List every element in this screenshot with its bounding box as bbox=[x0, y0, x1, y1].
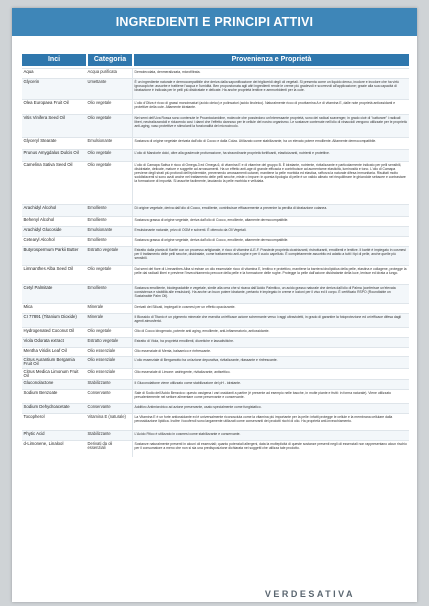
inci-cell: Tocopherol bbox=[23, 414, 45, 419]
inci-cell: Hydrogenated Coconut Oil bbox=[23, 328, 75, 333]
provenienza-cell: Nei semi dell'Uva Rossa sono contenute le Proantocianidine, molecole che possiedono un'interessante proprietà, sono dei radical scavenger, in grado cioè di "catturare" i radicali liberi, neutralizzandoli e riducendo così i danni che l'effetto dannoso per le cellule del nostro organismo. Le sostanze contenute nell'olio di vinaccioli vengono utilizzate per le proprietà anti-aging, vaso protettive e stimolanti la funzionalità del microcircolo. bbox=[132, 115, 409, 137]
table-row bbox=[22, 236, 409, 246]
provenienza-cell: Estratto dalla pianta di Karité con un processo artigianale, è ricco di vitamine A-E-F. Possiede proprietà cicatrizzanti, ristrutturanti, emollienti e lenitive. Il karité è impiegato in cosmesi per il trattamento delle pelli secche, disidratate, come trattamento anti-rughe e per il cuoio capelluto. È completamente assorbito ed adatto a tutti i tipi di pelle, anche quelle più sensibili. bbox=[132, 247, 409, 265]
provenienza-cell: Di origine vegetale, deriva dall'olio di Cocco, emolliente, contribuisce efficacemente a prevenire la perdita di idratazione cutanea. bbox=[132, 205, 409, 216]
table-row bbox=[22, 413, 409, 430]
provenienza-cell: Estratto di Viola, ha proprietà emollienti, diuretiche e lassativitiche. bbox=[132, 338, 409, 347]
inci-cell: Citrus Medica Limonum Fruit Oil bbox=[23, 369, 79, 379]
provenienza-cell: Il Biossido di Titanio è un pigmento minerale che esercita un'efficace azione schermante verso i raggi ultravioletti, in grado di garantire la fotoprotezione ed un'efficace difesa dagli agenti atmosferici. bbox=[132, 314, 409, 327]
header-categoria: Categoria bbox=[88, 54, 132, 66]
table-row bbox=[22, 68, 409, 78]
categoria-cell: Umettante bbox=[87, 79, 107, 84]
categoria-cell: Olio essenziale bbox=[87, 357, 116, 362]
inci-cell: Cetyl Palmitate bbox=[23, 285, 53, 290]
inci-cell: Camelina Sativa Seed Oil bbox=[23, 162, 73, 167]
table-row bbox=[22, 303, 409, 313]
provenienza-cell: Sostanza grassa di origine vegetale, deriva dall'olio di Cocco, emolliente, altamente dermocompatibile. bbox=[132, 217, 409, 226]
title-bar bbox=[12, 8, 417, 36]
categoria-cell: Conservante bbox=[87, 390, 111, 395]
provenienza-cell: Olio di Cocco idrogenato, potente anti aging, emolliente, anti-infiammatorio, antiossidante. bbox=[132, 328, 409, 337]
table-row bbox=[22, 368, 409, 379]
provenienza-cell: Additivo Antimicrobico ad azione preservante, usato specialmente come fungistatico. bbox=[132, 404, 409, 413]
provenienza-cell: Sostanze naturalmente presenti in alcuni oli essenziali; quanto potenziali allergeni, data la molteplicità di queste sostanze presenti negli oli essenziali non rappresentano alcun rischio per il consumatore a meno che non si sia una predisposizione dichiarata nei soggetti che utilizza tale prodotto. bbox=[132, 441, 409, 457]
inci-cell: Glycerin bbox=[23, 79, 40, 84]
inci-cell: Limnanthes Alba Seed Oil bbox=[23, 266, 73, 271]
table-row bbox=[22, 226, 409, 236]
categoria-cell: Minerale bbox=[87, 314, 104, 319]
categoria-cell: Emulsionante bbox=[87, 138, 113, 143]
categoria-cell: Olio essenziale bbox=[87, 369, 116, 374]
table-row bbox=[22, 284, 409, 303]
table-row bbox=[22, 356, 409, 368]
categoria-cell: Olio vegetale bbox=[87, 150, 112, 155]
categoria-cell: Acqua purificata bbox=[87, 69, 117, 74]
categoria-cell: Olio vegetale bbox=[87, 328, 112, 333]
header-provenienza: Provenienza e Proprietà bbox=[134, 54, 409, 66]
categoria-cell: Emolliente bbox=[87, 285, 107, 290]
inci-cell: Arachidyl Alcohol bbox=[23, 205, 57, 210]
table-row bbox=[22, 403, 409, 413]
provenienza-cell: Demolecolata, denmeralizzata, microfiltrata. bbox=[132, 69, 409, 78]
inci-cell: Viola Odorata extract bbox=[23, 338, 64, 343]
categoria-cell: Conservante bbox=[87, 404, 111, 409]
inci-cell: Vitis Vinifera Seed Oil bbox=[23, 115, 65, 120]
categoria-cell: Derivati da oli essenziali bbox=[87, 441, 113, 451]
provenienza-cell: La Vitamina E è un forte antiossidante ed è universalmente riconosciuta come la vitamina più importante per la pelle: infatti protegge le cellule e la membrana cellulare dalla perossidazione lipidica. Inoltre i tocoferoli sono largamente utilizzati come conservanti dei prodotti ricchi di olio. Ha proprietà anti-invecchiamento. bbox=[132, 414, 409, 430]
provenienza-cell: Sostanza di origine vegetale derivata dall'olio di Cocco e dalla Colza. Utilizzato come stabilizzante, ha un elevato potere emolliente. Altamente dermocompatibile. bbox=[132, 138, 409, 149]
categoria-cell: Stabilizzante bbox=[87, 380, 111, 385]
provenienza-cell: L'olio di Mandorle dolci, oltre alla gradevole profumazione, ha straordinarie proprietà fortificanti, elasticizzanti, nutrienti e protettive. bbox=[132, 150, 409, 161]
provenienza-cell: Sostanza emolliente, biodegradabile e vegetale, simile alla cera che si ricava dall'Acido Palmitico, un acido grasso naturale che deriva dall'olio di Palma (conferisce un'elevata consistenza e stabilità alle emulsioni). Ha anche un buon potere idratante, pertanto è impiegato in creme e lozioni per il viso ed il corpo. È certificato RSPO (Roundtable on Sustainable Palm Oil). bbox=[132, 285, 409, 303]
inci-cell: Phytic Acid bbox=[23, 431, 45, 436]
table-header bbox=[22, 54, 409, 66]
categoria-cell: Olio vegetale bbox=[87, 115, 112, 120]
inci-cell: Arachidyl Glucoside bbox=[23, 227, 62, 232]
categoria-cell: Olio vegetale bbox=[87, 266, 112, 271]
inci-cell: Gluconolactone bbox=[23, 380, 54, 385]
brand-logo: VERDESATIVA bbox=[264, 589, 355, 599]
provenienza-cell: Dai semi del fiore di Limnanthes Alba si estrae un olio essenziale ricco di vitamina E, lenitivo e protettivo, mantiene la barriera idrolipidica della pelle, elastina e collagene, protegge la pelle dai radicali liberi e previene l'invecchiamento precoce della pelle e la formazione delle rughe. Protegge la pelle dall'azione disidratante della luce, lenisce ed idrata a lungo. bbox=[132, 266, 409, 284]
inci-cell: Aqua bbox=[23, 69, 34, 74]
provenienza-cell: L'olio di Camapa Sativa è ricco di Omega-3 ed Omega-6, di vitamina E e di vitamine del gruppo B. È idratante, nutriente, rivitalizzante e particolarmente indicato per pelli sensibili, disidratate, delicate, mature e soggette ad arrossamenti. Ha un effetto anti-age di grande efficacia e contribuisce ad aumentarne elasticità, luminosità e tono. L'olio di Camapa previene degli strati più profondi dell'epidermide, prevenendo arrossamenti cutanei, mantiene la pelle morbida ed elastica, rafforza la naturale difesa immunitaria. Risultati molto soddisfacenti si sono avuti anche nel trattamento delle pelli secche, miste o impure: in questa tipologia di pelle è un valido alleato nel riequilibrare le ghiandole sebacee e contrastare la formazione di impurità. Si assorbe facilmente, lasciando la pelle morbida e vellutata. bbox=[132, 162, 409, 204]
table-row bbox=[22, 78, 409, 99]
provenienza-cell: È un ingrediente naturale e dermocompatibile che deriva dalla saponificazione dei trigliceridi degli oli vegetali. Si presenta come un liquido denso, inodore e incolore che ha virtù igroscopiche: assorbe e trattiene l'acqua e l'umidità. Ben proporzionata agli altri ingredienti rende le creme più gradevoli e scorrevoli all'applicazione; grazie alla sua capacità di idratazione è indicata per le pelli più disidratate e delicate. Ha anche proprietà lenitive e ammorbidenti per la cute. bbox=[132, 79, 409, 99]
table-row bbox=[22, 313, 409, 327]
table-row bbox=[22, 149, 409, 161]
table-row bbox=[22, 246, 409, 265]
footer bbox=[12, 588, 417, 602]
categoria-cell: Estratto vegetale bbox=[87, 247, 119, 252]
categoria-cell: Emulsionante bbox=[87, 227, 113, 232]
provenienza-cell: Il Gluconolattone viene utilizzato come stabilizzatore del pH - idratante. bbox=[132, 380, 409, 389]
inci-cell: Sodium Benzoate bbox=[23, 390, 58, 395]
inci-cell: Mica bbox=[23, 304, 33, 309]
provenienza-cell: L'Acido Fitico è utilizzato in cosmesi come stabilizzante e conservante. bbox=[132, 431, 409, 440]
provenienza-cell: L'olio d'Oliva è ricco di grassi monoinsaturi (acido oleico) e polinsaturi (acido linoleico). Naturalmente ricco di provitamina A e di vitamina E, dalle note proprietà antiossidanti e protettive della cute. Altamente idratante. bbox=[132, 100, 409, 114]
ingredients-table bbox=[22, 68, 409, 457]
provenienza-cell: Olio essenziale di Limone: astringente, rivitalizzante, antisettico. bbox=[132, 369, 409, 379]
categoria-cell: Vitamina E (naturale) bbox=[87, 414, 126, 419]
categoria-cell: Minerale bbox=[87, 304, 104, 309]
inci-cell: Glyceryl Stearate bbox=[23, 138, 57, 143]
table-row bbox=[22, 430, 409, 440]
inci-cell: Olea Europaea Fruit Oil bbox=[23, 100, 69, 105]
table-row bbox=[22, 379, 409, 389]
table-row bbox=[22, 161, 409, 204]
header-inci: Inci bbox=[22, 54, 86, 66]
table-row bbox=[22, 204, 409, 216]
provenienza-cell: Derivati dei Silicati, impiegati in cosmesi per un effetto opacizzante. bbox=[132, 304, 409, 313]
categoria-cell: Emolliente bbox=[87, 237, 107, 242]
categoria-cell: Stabilizzante bbox=[87, 431, 111, 436]
table-row bbox=[22, 114, 409, 137]
table-row bbox=[22, 440, 409, 457]
inci-cell: CI 77891 (Titanium Dioxide) bbox=[23, 314, 77, 319]
inci-cell: Citrus Aurantium Bergamia Fruit Oil bbox=[23, 357, 75, 367]
page-title: INGREDIENTI E PRINCIPI ATTIVI bbox=[115, 15, 314, 29]
table-row bbox=[22, 389, 409, 403]
table-row bbox=[22, 216, 409, 226]
inci-cell: Cetearyl Alcohol bbox=[23, 237, 55, 242]
categoria-cell: Emolliente bbox=[87, 217, 107, 222]
table-row bbox=[22, 265, 409, 284]
inci-cell: d-Limonene, Linalool bbox=[23, 441, 64, 446]
provenienza-cell: Sostanza grassa di origine vegetale, deriva dall'olio di Cocco, emolliente, altamente dermocompatibile. bbox=[132, 237, 409, 246]
categoria-cell: Emolliente bbox=[87, 205, 107, 210]
provenienza-cell: Olio essenziale di Menta, balsamico e rinfrescante. bbox=[132, 348, 409, 356]
document-page bbox=[12, 8, 417, 602]
inci-cell: Prunus Amygdalus Dulcis Oil bbox=[23, 150, 79, 155]
provenienza-cell: Sale di Sodio dell'Acido Benzoico: questo ossigena i vari ossidanti a partire (è presente ad esempio nelle bacche, in molte piante e frutti: in forma naturale). Viene utilizzato prevalentemente nel settore alimentare come preservante e conservante. bbox=[132, 390, 409, 403]
inci-cell: Behenyl Alcohol bbox=[23, 217, 55, 222]
table-row bbox=[22, 137, 409, 149]
categoria-cell: Estratto vegetale bbox=[87, 338, 119, 343]
categoria-cell: Olio essenziale bbox=[87, 348, 116, 353]
table-row bbox=[22, 337, 409, 347]
provenienza-cell: L'olio essenziale di Bergamotto ha un'azione depurativa, rivitalizzante, rilassante e rinfrescante. bbox=[132, 357, 409, 368]
provenienza-cell: Emulsionante naturale, privo di OGM e solventi. È ottenuto da Oli Vegetali. bbox=[132, 227, 409, 236]
inci-cell: Butyrospermum Parkii Butter bbox=[23, 247, 79, 252]
table-row bbox=[22, 327, 409, 337]
inci-cell: Sodium Dehydroacetate bbox=[23, 404, 70, 409]
table-row bbox=[22, 347, 409, 356]
categoria-cell: Olio vegetale bbox=[87, 100, 112, 105]
inci-cell: Mentha Viridis Leaf Oil bbox=[23, 348, 67, 353]
table-row bbox=[22, 99, 409, 114]
categoria-cell: Olio vegetale bbox=[87, 162, 112, 167]
